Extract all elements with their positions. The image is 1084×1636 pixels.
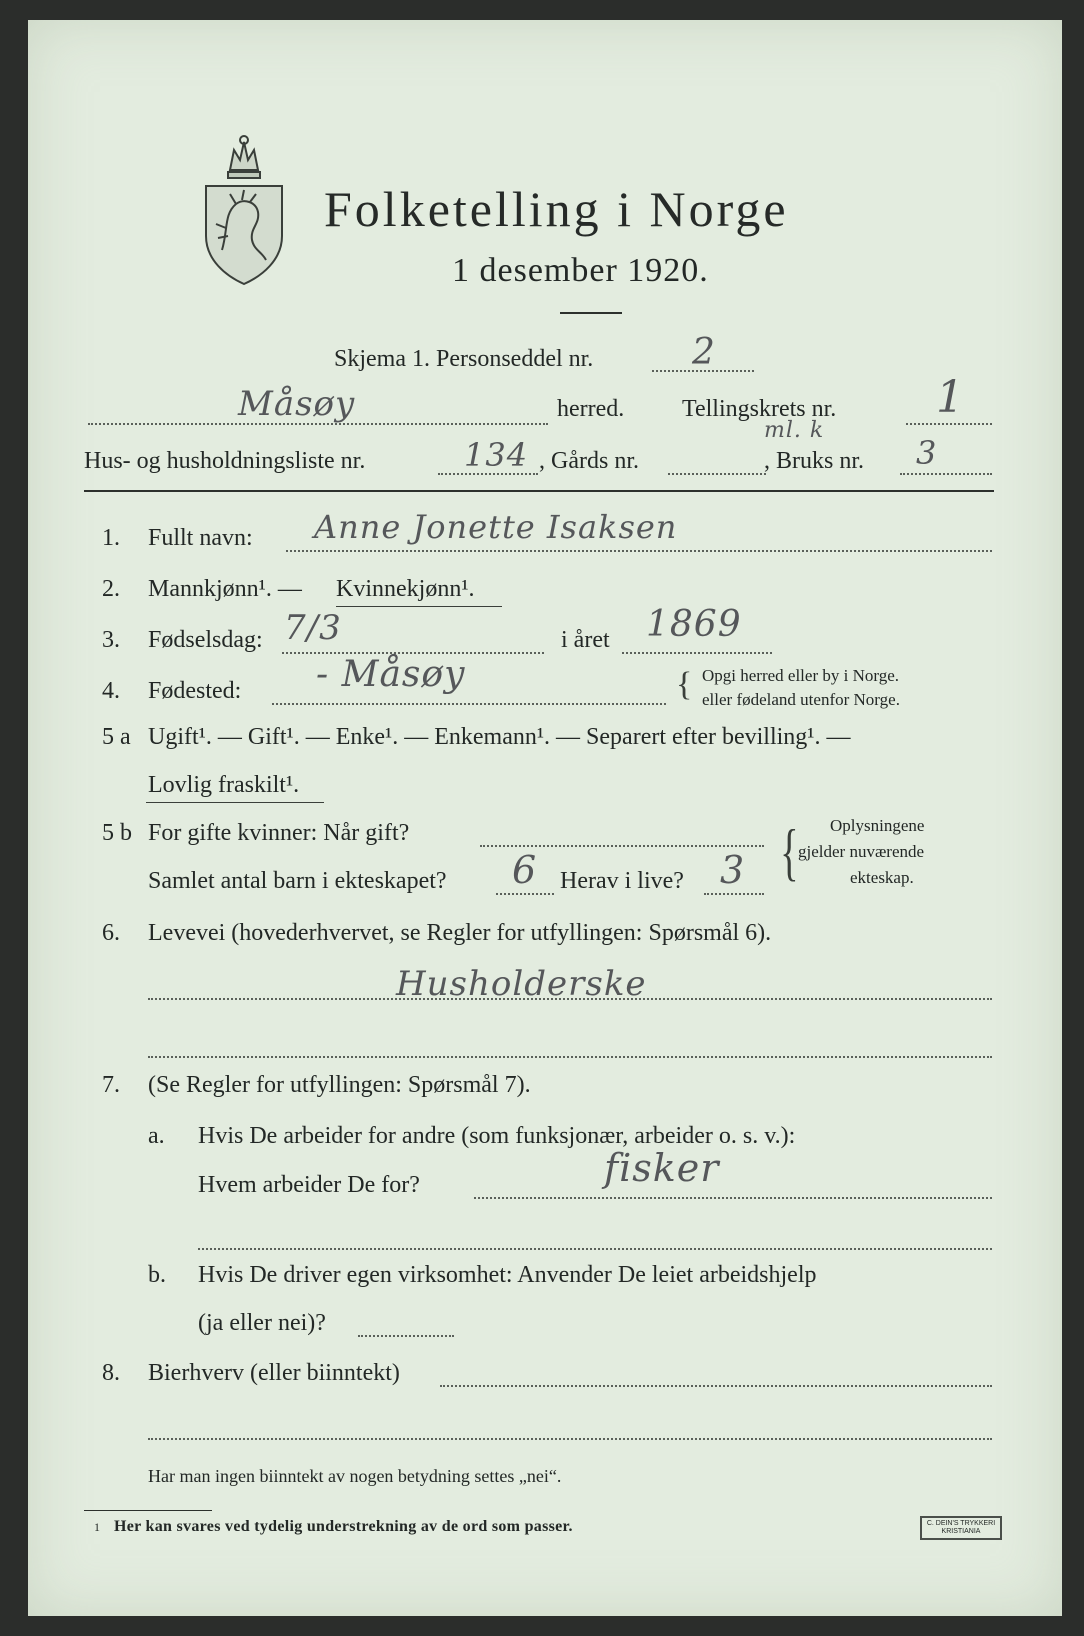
husholdningsliste-label: Hus- og husholdningsliste nr. [84,448,366,474]
arbeidsgiver-value[interactable]: fisker [604,1146,720,1190]
birth-year-value[interactable]: 1869 [646,604,742,645]
coat-of-arms-icon [200,132,288,286]
gards-dots [668,473,766,475]
q2-number: 2. [102,576,120,602]
bierhverv-note: Har man ingen biinntekt av nogen betydning settes „nei“. [148,1466,562,1486]
herred-value[interactable]: Måsøy [238,384,356,424]
personseddel-number[interactable]: 2 [692,332,716,373]
naar-gift-dots [480,845,764,847]
bruks-value[interactable]: 3 [916,434,938,472]
title-divider [560,312,622,314]
tellingskrets-dots [906,423,992,425]
printer-stamp-line2: KRISTIANIA [941,1527,981,1535]
q8-number: 8. [102,1360,120,1386]
q5b-number: 5 b [102,820,132,846]
census-date: 1 desember 1920. [452,252,709,289]
i-live-dots [704,893,764,895]
bierhverv-dots [440,1385,992,1387]
mannkjonn-option[interactable]: Mannkjønn¹. — [148,576,302,602]
q4-label: Fødested: [148,678,242,704]
naar-gift-label: For gifte kvinner: Når gift? [148,820,410,846]
printer-stamp-line1: C. DEIN'S TRYKKERI [926,1520,996,1527]
bruks-label: , Bruks nr. [764,448,865,474]
page-title: Folketelling i Norge [324,181,789,237]
birthday-value[interactable]: 7/3 [284,608,342,648]
arbeidsgiver-dots-2 [198,1248,992,1250]
q3-number: 3. [102,627,120,653]
q4-note-line1: Opgi herred eller by i Norge. [702,666,900,685]
sivilstand-options[interactable]: Ugift¹. — Gift¹. — Enke¹. — Enkemann¹. — Separert efter bevilling¹. — [148,724,851,750]
bruks-note: ml. k [764,418,825,443]
arbeidshjelp-label: (ja eller nei)? [198,1310,326,1336]
levevei-label: Levevei (hovederhvervet, se Regler for utfyllingen: Spørsmål 6). [148,920,772,946]
q5b-note-line1: Oplysningene [830,816,925,835]
q4-dots [272,703,666,705]
q4-number: 4. [102,678,120,704]
skjema-label: Skjema 1. Personseddel nr. [334,346,594,372]
arbeidsgiver-label: Hvem arbeider De for? [198,1172,420,1198]
printer-stamp [920,1516,1002,1540]
q5b-note-line3: ekteskap. [850,868,914,887]
q7a-text: Hvis De arbeider for andre (som funksjonær, arbeider o. s. v.): [198,1123,796,1149]
arbeidshjelp-dots [358,1335,454,1337]
birthplace-value[interactable]: - Måsøy [316,654,466,695]
q1-label: Fullt navn: [148,525,253,551]
arbeidsgiver-dots [474,1197,992,1199]
herred-label: herred. [557,396,625,422]
q4-brace: { [676,666,693,703]
footnote-mark: 1 [94,1520,100,1534]
q7b-letter: b. [148,1262,166,1288]
aar-label: i året [561,627,610,653]
aar-dots [622,652,772,654]
header-rule-left [84,490,266,492]
levevei-dots-2 [148,1056,992,1058]
full-name-value[interactable]: Anne Jonette Isaksen [314,508,678,546]
q7a-letter: a. [148,1123,165,1149]
q4-note-line2: eller fødeland utenfor Norge. [702,690,900,709]
q1-number: 1. [102,525,120,551]
footnote-rule [84,1510,212,1511]
bruks-dots [900,473,992,475]
husholdningsliste-value[interactable]: 134 [464,436,529,474]
q7b-text: Hvis De driver egen virksomhet: Anvender De leiet arbeidshjelp [198,1262,817,1288]
q6-number: 6. [102,920,120,946]
antal-barn-dots [496,893,554,895]
tellingskrets-label: Tellingskrets nr. [682,396,837,422]
kvinnekjonn-option[interactable]: Kvinnekjønn¹. [336,576,475,602]
i-live-label: Herav i live? [560,868,684,894]
q1-dots [286,550,992,552]
census-form-sheet [28,20,1062,1616]
tellingskrets-value[interactable]: 1 [936,372,965,423]
gards-label: , Gårds nr. [539,448,639,474]
levevei-value[interactable]: Husholderske [396,964,647,1004]
header-rule [266,490,994,492]
q7-label: (Se Regler for utfyllingen: Spørsmål 7). [148,1072,531,1098]
footnote-text: Her kan svares ved tydelig understrekning av de ord som passer. [114,1518,573,1535]
bierhverv-label: Bierhverv (eller biinntekt) [148,1360,400,1386]
fraskilt-underline [146,802,324,803]
q5b-note-line2: gjelder nuværende [798,842,925,861]
i-live-value[interactable]: 3 [720,848,746,892]
levevei-dots-1 [148,998,992,1000]
q5b-brace: { [780,816,799,887]
antal-barn-label: Samlet antal barn i ekteskapet? [148,868,447,894]
q5a-number: 5 a [102,724,131,750]
q3-label: Fødselsdag: [148,627,263,653]
lovlig-fraskilt-option[interactable]: Lovlig fraskilt¹. [148,772,300,798]
kvinnekjonn-underline [336,606,502,607]
antal-barn-value[interactable]: 6 [512,848,538,892]
bierhverv-dots-2 [148,1438,992,1440]
q7-number: 7. [102,1072,120,1098]
